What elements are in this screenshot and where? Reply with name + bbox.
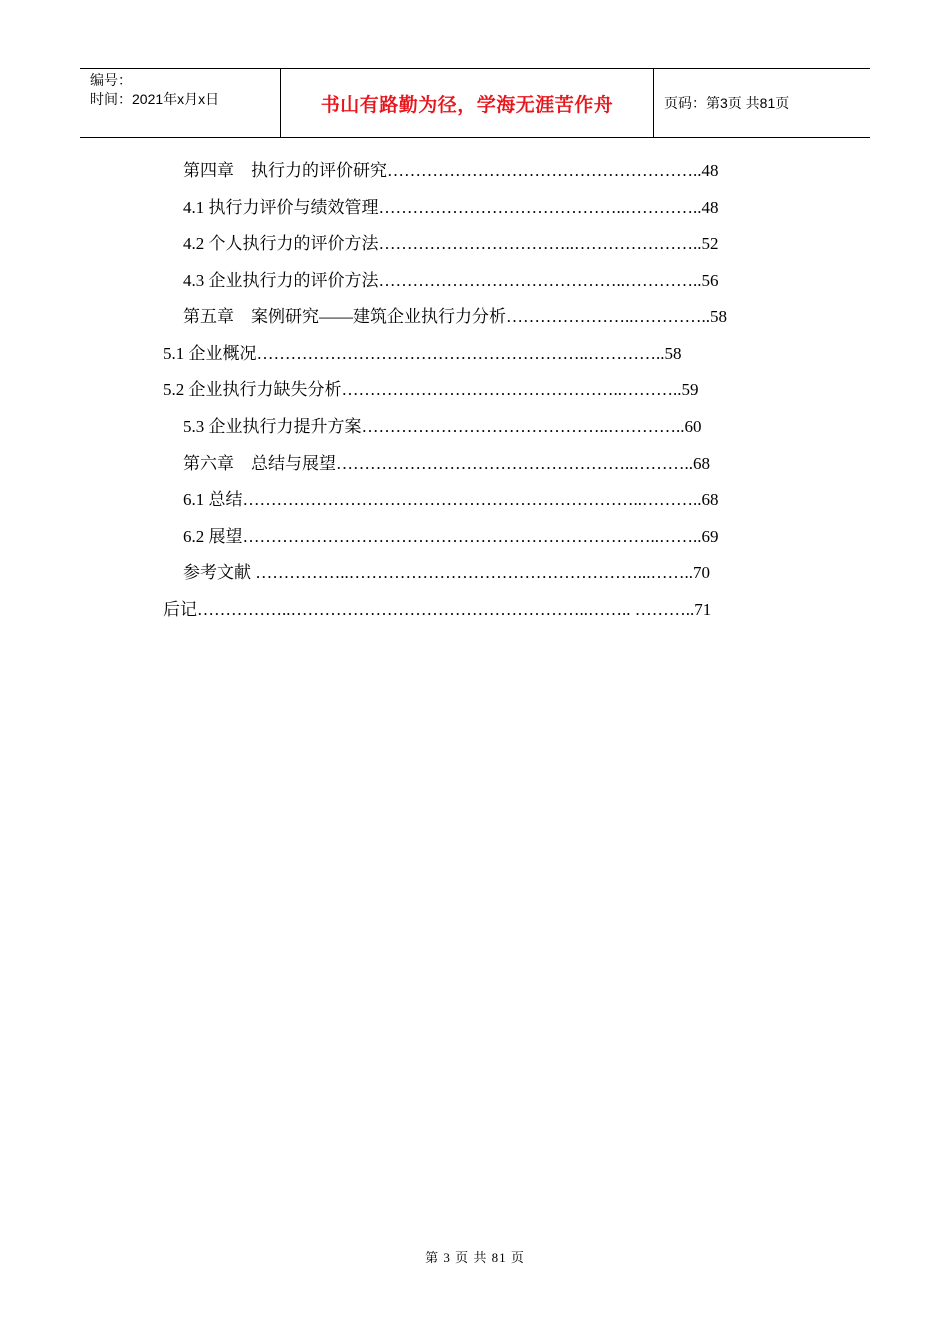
header-meta [80, 69, 281, 137]
toc-entry-5-3[interactable]: 5.3 企业执行力提升方案……………………………………..…………..60 [183, 417, 702, 436]
header-page-info: 页码：第3页 共81页 [664, 95, 790, 111]
toc-entry-6-1[interactable]: 6.1 总结……………………………………………………………..………..68 [183, 490, 719, 509]
page-footer: 第 3 页 共 81 页 [425, 1250, 525, 1265]
toc-entry-4-1[interactable]: 4.1 执行力评价与绩效管理……………………………………..…………..48 [183, 198, 719, 217]
toc-entry-5-1[interactable]: 5.1 企业概况…………………………………………………..…………..58 [163, 344, 682, 363]
toc-entry-6-2[interactable]: 6.2 展望………………………………………………………………..……..69 [183, 527, 719, 546]
toc-entry-4-3[interactable]: 4.3 企业执行力的评价方法……………………………………..…………..56 [183, 271, 719, 290]
toc-entry-postscript[interactable]: 后记……………..……………………………………………..…….. ………..71 [163, 600, 712, 619]
toc-entry-chapter-5[interactable]: 第五章 案例研究——建筑企业执行力分析…………………..…………..58 [183, 307, 727, 326]
page-header [80, 68, 870, 138]
document-number-label: 编号： [90, 72, 132, 88]
document-time-label: 时间：2021年x月x日 [90, 91, 220, 107]
toc-entry-chapter-6[interactable]: 第六章 总结与展望……………………………………………..………..68 [183, 454, 710, 473]
header-motto: 书山有路勤为径，学海无涯苦作舟 [281, 69, 654, 137]
toc-entry-4-2[interactable]: 4.2 个人执行力的评价方法……………………………..…………………..52 [183, 234, 719, 253]
toc-entry-references[interactable]: 参考文献 ……………..……………………………………………...……..70 [183, 563, 710, 582]
toc-entry-chapter-4[interactable]: 第四章 执行力的评价研究………………………………………………..48 [183, 161, 719, 180]
toc-entry-5-2[interactable]: 5.2 企业执行力缺失分析…………………………………………..………..59 [163, 380, 699, 399]
